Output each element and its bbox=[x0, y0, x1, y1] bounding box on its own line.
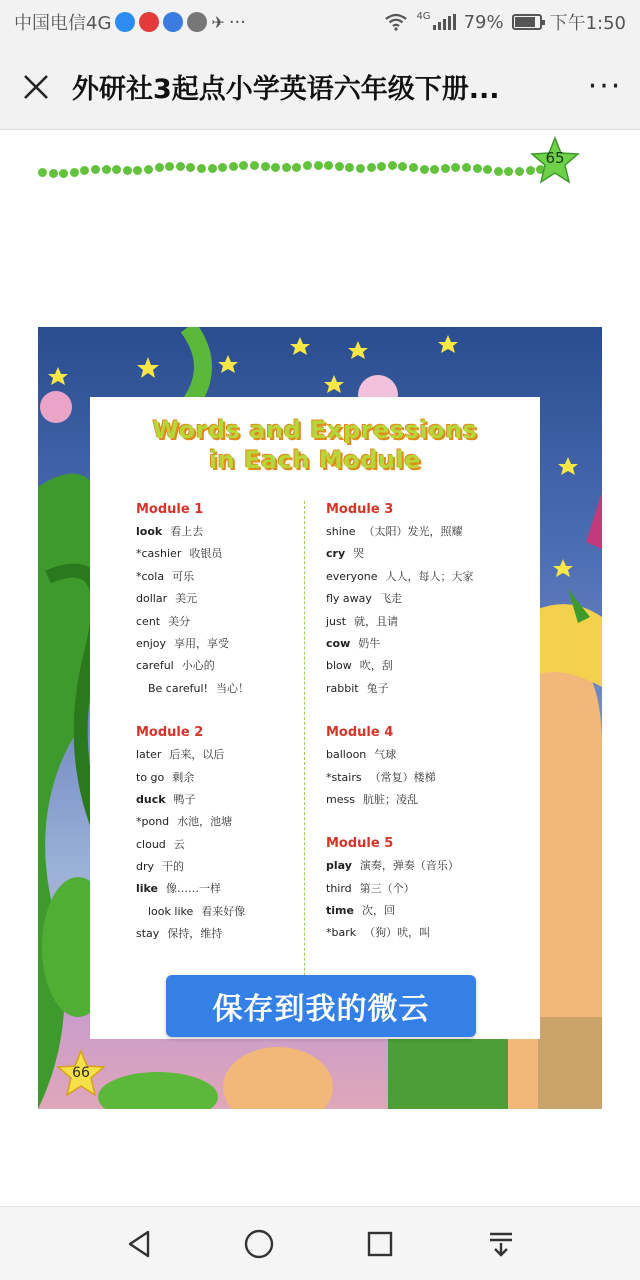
vocab-word: fly away bbox=[326, 592, 372, 606]
left-column bbox=[136, 499, 336, 968]
vocab-entry bbox=[326, 655, 526, 677]
vocab-meaning: 可乐 bbox=[172, 569, 195, 583]
vocab-word: *stairs bbox=[326, 770, 362, 784]
recents-button[interactable] bbox=[335, 1207, 425, 1280]
vocab-entry bbox=[326, 744, 526, 766]
vocab-meaning: 兔子 bbox=[366, 681, 389, 695]
module-title: Module 5 bbox=[326, 836, 394, 852]
status-left bbox=[14, 9, 246, 35]
vocab-entry bbox=[136, 789, 336, 811]
vocab-meaning: 第三（个） bbox=[359, 881, 415, 895]
bead-border-decoration bbox=[38, 150, 598, 190]
module-title: Module 1 bbox=[136, 502, 204, 517]
heading-line-2: in Each Module bbox=[208, 446, 422, 474]
wifi-icon bbox=[384, 13, 408, 31]
vocab-entry bbox=[326, 900, 526, 922]
vocab-entry bbox=[136, 767, 336, 789]
vocab-entry bbox=[136, 611, 336, 633]
module-block bbox=[136, 499, 336, 700]
vocab-entry bbox=[136, 744, 336, 766]
vocab-word: play bbox=[326, 859, 352, 873]
bead-dot bbox=[271, 163, 280, 172]
module-title: Module 2 bbox=[136, 725, 204, 741]
vocab-entry bbox=[136, 856, 336, 878]
bead-dot bbox=[483, 165, 492, 174]
vocab-meaning: 飞走 bbox=[379, 592, 402, 606]
vocabulary-sheet bbox=[90, 397, 540, 1039]
vocab-entry bbox=[136, 923, 336, 945]
bead-dot bbox=[250, 161, 259, 170]
module-block bbox=[136, 722, 336, 946]
home-circle-icon bbox=[243, 1228, 275, 1260]
bead-dot bbox=[303, 161, 312, 170]
bead-dot bbox=[49, 169, 58, 178]
vocab-entry bbox=[326, 633, 526, 655]
page-title: 外研社3起点小学英语六年级下册... bbox=[72, 74, 500, 105]
heading-line-1: Words and Expressions bbox=[152, 416, 478, 444]
vocab-word: like bbox=[136, 882, 159, 896]
bead-dot bbox=[282, 163, 291, 172]
vocab-meaning: 肮脏；凌乱 bbox=[362, 792, 418, 806]
bead-dot bbox=[133, 166, 142, 175]
back-triangle-icon bbox=[124, 1229, 154, 1259]
bead-dot bbox=[144, 165, 153, 174]
page-number-65: 65 bbox=[545, 149, 565, 167]
bead-dot bbox=[473, 164, 482, 173]
vocab-meaning: 水池，池塘 bbox=[177, 815, 233, 829]
vocab-meaning: 哭 bbox=[353, 547, 365, 561]
bead-dot bbox=[165, 162, 174, 171]
vocab-word: cow bbox=[326, 636, 351, 650]
bead-dot bbox=[91, 165, 100, 174]
vocab-word: *cola bbox=[136, 569, 165, 583]
network-type-label: 4G bbox=[416, 10, 431, 22]
recents-square-icon bbox=[365, 1229, 395, 1259]
more-notifications-icon: ··· bbox=[228, 11, 246, 33]
status-right bbox=[384, 9, 626, 35]
vocab-entry bbox=[326, 878, 526, 900]
sheet-heading bbox=[90, 415, 540, 475]
vocab-word: careful bbox=[136, 659, 174, 673]
module-title: Module 4 bbox=[326, 725, 394, 741]
module-block bbox=[326, 722, 526, 811]
battery-icon bbox=[512, 14, 542, 30]
bead-dot bbox=[377, 162, 386, 171]
page-number-star-66 bbox=[56, 1049, 106, 1099]
vocab-meaning: 奶牛 bbox=[358, 636, 381, 650]
vocab-meaning: 云 bbox=[173, 837, 185, 851]
bead-dot bbox=[504, 167, 513, 176]
vocab-entry bbox=[326, 922, 526, 944]
bead-dot bbox=[218, 163, 227, 172]
bead-dot bbox=[123, 166, 132, 175]
vocab-word: stay bbox=[136, 927, 160, 941]
vocab-word: cloud bbox=[136, 837, 166, 851]
battery-percent: 79% bbox=[463, 11, 504, 33]
vocab-word: dollar bbox=[136, 592, 168, 606]
bead-dot bbox=[314, 161, 323, 170]
vocab-entry bbox=[136, 811, 336, 833]
vocab-word: blow bbox=[326, 659, 352, 673]
vocab-entry bbox=[136, 543, 336, 565]
vocab-entry bbox=[136, 566, 336, 588]
vocab-meaning: 享用，享受 bbox=[174, 636, 230, 650]
title-bar bbox=[0, 44, 640, 130]
vocab-meaning: （常复）楼梯 bbox=[369, 770, 436, 784]
vocab-word: cent bbox=[136, 614, 161, 628]
vocab-entry bbox=[326, 611, 526, 633]
battery-fill bbox=[515, 17, 536, 27]
vocab-meaning: 美元 bbox=[175, 592, 198, 606]
vocab-meaning: 就，且请 bbox=[354, 614, 399, 628]
vocab-word: dry bbox=[136, 860, 155, 874]
app-notification-icon bbox=[115, 12, 135, 32]
vocab-entry bbox=[326, 789, 526, 811]
right-column bbox=[326, 499, 526, 967]
vocab-entry bbox=[136, 834, 336, 856]
download-button[interactable] bbox=[456, 1207, 546, 1280]
vocab-word: cry bbox=[326, 547, 346, 561]
bead-dot bbox=[441, 164, 450, 173]
bead-dot bbox=[515, 167, 524, 176]
carrier-label: 中国电信4G bbox=[14, 13, 112, 34]
bead-dot bbox=[409, 163, 418, 172]
bead-dot bbox=[451, 163, 460, 172]
vocab-word: rabbit bbox=[326, 681, 359, 695]
vocab-entry bbox=[136, 878, 336, 900]
vocab-entry bbox=[326, 767, 526, 789]
module-title: Module 3 bbox=[326, 502, 394, 517]
vocab-entry bbox=[136, 633, 336, 655]
save-to-weiyun-button[interactable]: 保存到我的微云 bbox=[166, 975, 476, 1037]
vocab-meaning: 气球 bbox=[374, 748, 397, 762]
bead-dot bbox=[112, 165, 121, 174]
vocab-word: time bbox=[326, 904, 354, 918]
vocab-entry bbox=[136, 521, 336, 543]
vocab-meaning: 演奏，弹奏（音乐） bbox=[359, 859, 459, 873]
vocab-meaning: 看上去 bbox=[170, 525, 204, 538]
bead-dot bbox=[176, 162, 185, 171]
vocab-word: *pond bbox=[136, 815, 170, 829]
vocab-meaning: 看来好像 bbox=[201, 904, 246, 918]
vocab-meaning: 剩余 bbox=[172, 770, 195, 784]
vocab-word: look bbox=[136, 525, 163, 538]
download-icon bbox=[486, 1229, 516, 1259]
vocab-meaning: 鸭子 bbox=[173, 792, 196, 806]
module-block bbox=[326, 499, 526, 700]
navigation-bar bbox=[0, 1206, 640, 1280]
signal-icon bbox=[433, 14, 456, 30]
bead-dot bbox=[398, 162, 407, 171]
back-button[interactable] bbox=[94, 1207, 184, 1280]
bead-dot bbox=[80, 166, 89, 175]
close-icon bbox=[22, 73, 50, 101]
bead-dot bbox=[239, 161, 248, 170]
bird-icon: ✈ bbox=[211, 12, 225, 32]
vocab-meaning: （太阳）发光，照耀 bbox=[363, 525, 463, 538]
vocab-meaning: 收银员 bbox=[189, 547, 223, 561]
bead-dot bbox=[420, 165, 429, 174]
bead-dot bbox=[70, 168, 79, 177]
vocab-word: everyone bbox=[326, 569, 378, 583]
vocab-meaning: 吹，刮 bbox=[359, 659, 393, 673]
vocab-word: balloon bbox=[326, 748, 367, 762]
vocab-entry bbox=[326, 566, 526, 588]
vocab-entry bbox=[136, 588, 336, 610]
vocab-meaning: 干的 bbox=[162, 860, 185, 874]
page-number-star bbox=[530, 136, 580, 186]
vocab-meaning: 后来，以后 bbox=[169, 748, 225, 762]
bead-dot bbox=[430, 165, 439, 174]
status-bar bbox=[0, 0, 640, 44]
bead-dot bbox=[186, 163, 195, 172]
more-options-button[interactable]: ··· bbox=[587, 69, 623, 104]
vocab-meaning: 像……一样 bbox=[166, 882, 222, 896]
bead-dot bbox=[356, 164, 365, 173]
vocab-word: shine bbox=[326, 525, 356, 538]
vocab-word: just bbox=[326, 614, 347, 628]
vocab-meaning: 人人，每人；大家 bbox=[385, 569, 474, 583]
chat-bubble-icon bbox=[187, 12, 207, 32]
vocab-entry bbox=[326, 855, 526, 877]
vocab-word: duck bbox=[136, 792, 166, 806]
bead-dot bbox=[155, 163, 164, 172]
page-number-66: 66 bbox=[72, 1065, 90, 1081]
bead-dot bbox=[59, 169, 68, 178]
bead-dot bbox=[324, 161, 333, 170]
bead-dot bbox=[197, 164, 206, 173]
vocab-word: to go bbox=[136, 770, 165, 784]
vocab-meaning: （狗）吠，叫 bbox=[364, 926, 431, 940]
vocab-entry bbox=[326, 521, 526, 543]
bead-dot bbox=[335, 162, 344, 171]
app-notification-icon bbox=[139, 12, 159, 32]
vocab-entry bbox=[136, 678, 336, 700]
vocab-word: *bark bbox=[326, 926, 357, 940]
bead-dot bbox=[261, 162, 270, 171]
vocab-meaning: 当心！ bbox=[215, 681, 249, 695]
home-button[interactable] bbox=[214, 1207, 304, 1280]
vocab-meaning: 小心的 bbox=[181, 659, 215, 673]
vocab-word: third bbox=[326, 881, 352, 895]
bead-dot bbox=[208, 164, 217, 173]
vocab-meaning: 保持，维持 bbox=[167, 927, 223, 941]
bead-dot bbox=[229, 162, 238, 171]
vocab-entry bbox=[326, 543, 526, 565]
vocab-word: mess bbox=[326, 792, 355, 806]
vocab-entry bbox=[136, 655, 336, 677]
vocab-meaning: 次，回 bbox=[361, 904, 395, 918]
module-block bbox=[326, 833, 526, 945]
vocab-entry bbox=[326, 678, 526, 700]
clock: 下午1:50 bbox=[549, 13, 626, 34]
vocab-word: enjoy bbox=[136, 636, 167, 650]
vocab-word: later bbox=[136, 748, 162, 762]
app-notification-icon bbox=[163, 12, 183, 32]
bead-dot bbox=[388, 161, 397, 170]
bead-dot bbox=[292, 163, 301, 172]
bead-dot bbox=[462, 163, 471, 172]
bead-dot bbox=[345, 163, 354, 172]
close-button[interactable] bbox=[0, 44, 72, 130]
vocab-word: *cashier bbox=[136, 547, 182, 561]
bead-dot bbox=[494, 167, 503, 176]
vocab-meaning: 美分 bbox=[168, 614, 191, 628]
vocab-entry bbox=[326, 588, 526, 610]
bead-dot bbox=[102, 165, 111, 174]
bead-dot bbox=[367, 163, 376, 172]
vocab-entry bbox=[136, 901, 336, 923]
vocab-word: Be careful! bbox=[148, 681, 208, 695]
vocab-word: look like bbox=[148, 904, 194, 918]
bead-dot bbox=[38, 168, 47, 177]
